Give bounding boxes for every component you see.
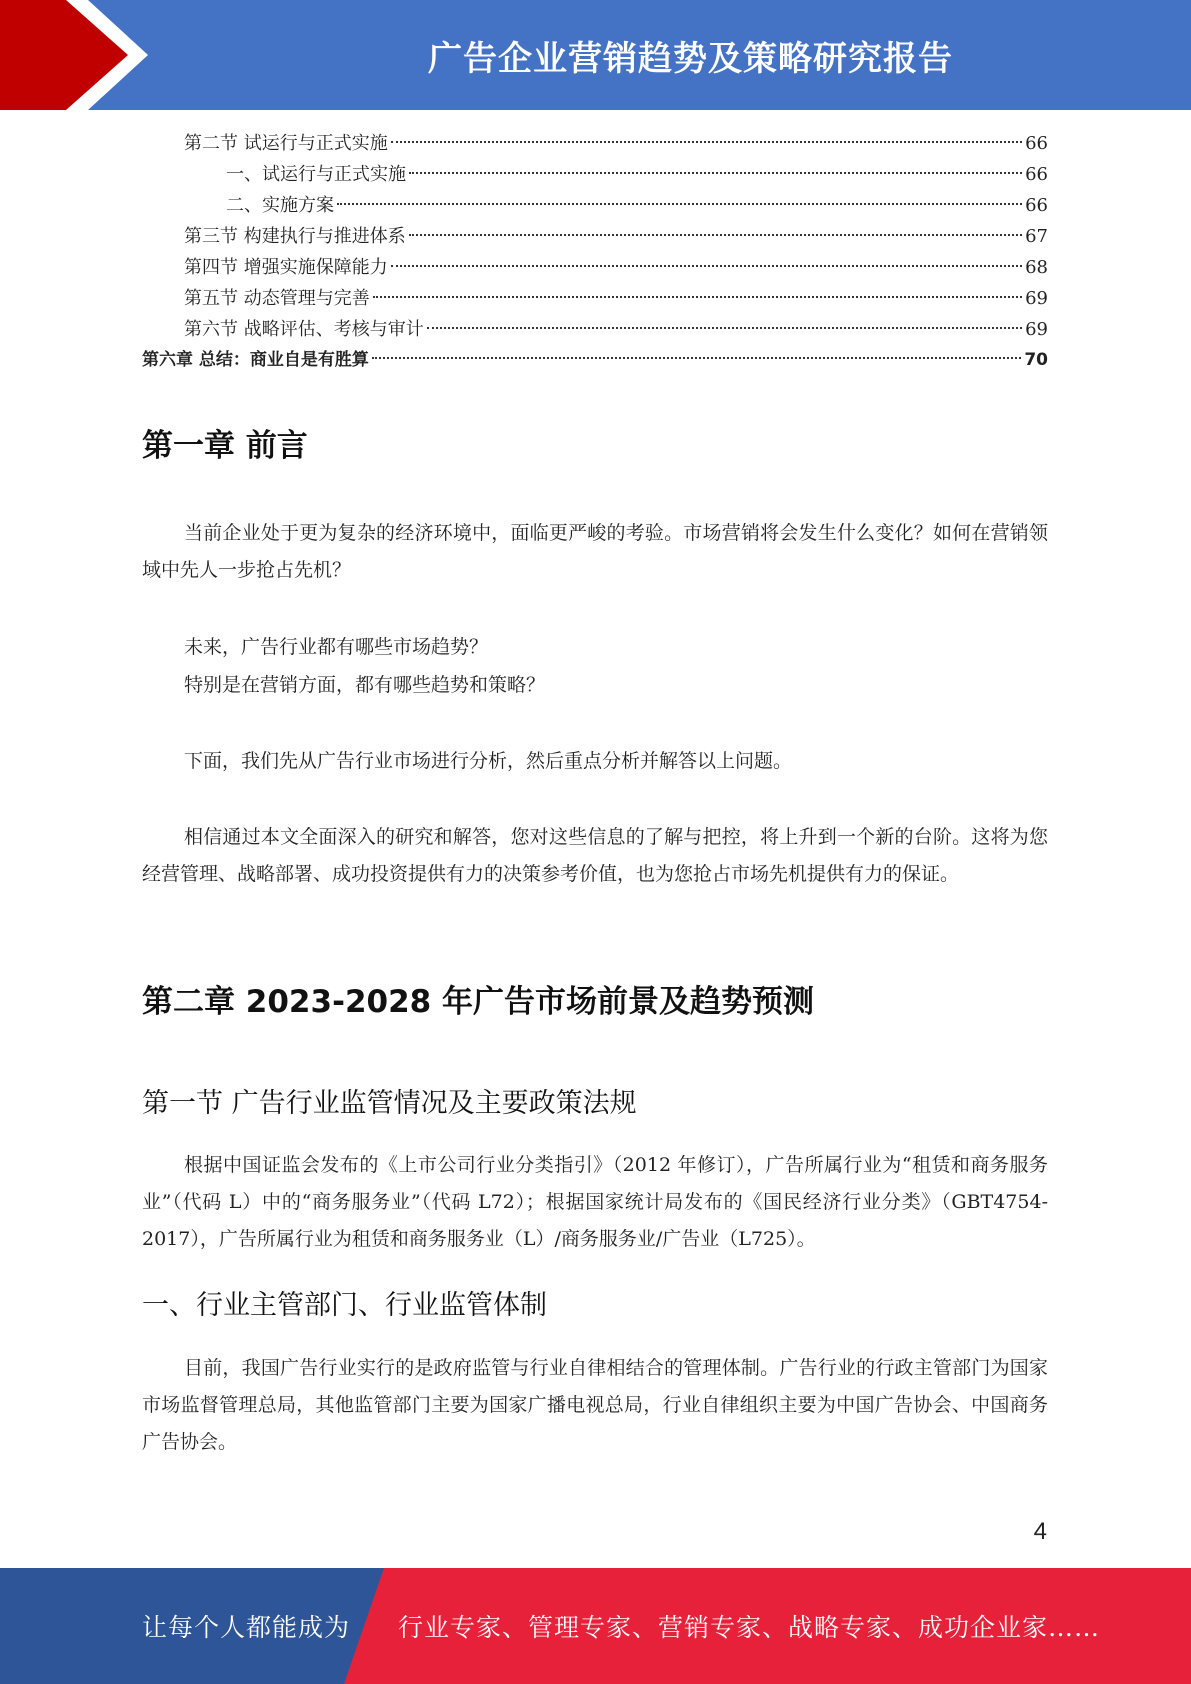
toc-entry[interactable] [142, 283, 1048, 314]
toc-leader-dots [372, 357, 1021, 359]
chapter-1-paragraph-3: 下面，我们先从广告行业市场进行分析，然后重点分析并解答以上问题。 [184, 750, 793, 772]
toc-entry-page: 68 [1025, 257, 1048, 278]
toc-entry[interactable] [142, 190, 1048, 221]
toc-entry-page: 69 [1025, 288, 1048, 309]
subsection-1-heading: 一、行业主管部门、行业监管体制 [142, 1290, 547, 1321]
toc-entry-label: 第二节 试运行与正式实施 [184, 133, 388, 154]
page-header [0, 0, 1191, 110]
chapter-1-paragraph-1: 当前企业处于更为复杂的经济环境中，面临更严峻的考验。市场营销将会发生什么变化？如何在营销领域中先人一步抢占先机？ [142, 522, 1048, 581]
table-of-contents [142, 128, 1048, 376]
toc-entry[interactable] [142, 221, 1048, 252]
page-number: 4 [1033, 1518, 1047, 1545]
toc-entry-page: 66 [1025, 133, 1048, 154]
chapter-1-paragraph-4: 相信通过本文全面深入的研究和解答，您对这些信息的了解与把控，将上升到一个新的台阶。这将为您经营管理、战略部署、成功投资提供有力的决策参考价值，也为您抢占市场先机提供有力的保证。 [142, 826, 1048, 885]
page-footer [0, 1568, 1191, 1684]
section-1-heading: 第一节 广告行业监管情况及主要政策法规 [142, 1088, 637, 1119]
footer-slogan-left: 让每个人都能成为 [142, 1613, 351, 1642]
chapter-2-heading: 第二章 2023-2028 年广告市场前景及趋势预测 [142, 984, 815, 1020]
toc-entry[interactable] [142, 252, 1048, 283]
chapter-1-question-2: 特别是在营销方面，都有哪些趋势和策略？ [184, 674, 546, 696]
toc-entry[interactable] [142, 159, 1048, 190]
toc-leader-dots [337, 203, 1022, 205]
chapter-1-question-1: 未来，广告行业都有哪些市场趋势？ [184, 636, 489, 658]
toc-leader-dots [391, 141, 1022, 143]
toc-entry-page: 66 [1025, 164, 1048, 185]
report-title: 广告企业营销趋势及策略研究报告 [428, 38, 953, 79]
chapter-1-heading: 第一章 前言 [142, 428, 308, 464]
subsection-1-paragraph: 目前，我国广告行业实行的是政府监管与行业自律相结合的管理体制。广告行业的行政主管部门为国家市场监督管理总局，其他监管部门主要为国家广播电视总局，行业自律组织主要为中国广告协会、中国商务广告协会。 [142, 1357, 1048, 1453]
toc-entry-label: 第三节 构建执行与推进体系 [184, 226, 406, 247]
toc-entry[interactable] [142, 314, 1048, 345]
toc-leader-dots [409, 234, 1022, 236]
header-red-arrow-decoration [0, 0, 160, 110]
toc-entry-label: 第六节 战略评估、考核与审计 [184, 319, 424, 340]
toc-entry-label: 第四节 增强实施保障能力 [184, 257, 388, 278]
toc-leader-dots [373, 296, 1022, 298]
toc-leader-dots [391, 265, 1022, 267]
toc-entry-page: 69 [1025, 319, 1048, 340]
toc-chapter-entry[interactable] [142, 345, 1048, 376]
toc-entry-label: 第六章 总结：商业自是有胜算 [142, 350, 369, 370]
toc-leader-dots [427, 327, 1022, 329]
toc-entry[interactable] [142, 128, 1048, 159]
toc-entry-label: 二、实施方案 [226, 195, 334, 216]
toc-entry-label: 一、试运行与正式实施 [226, 164, 406, 185]
toc-entry-page: 67 [1025, 226, 1048, 247]
footer-slogan-right: 行业专家、管理专家、营销专家、战略专家、成功企业家…… [398, 1613, 1101, 1642]
toc-entry-page: 70 [1024, 350, 1048, 370]
toc-entry-page: 66 [1025, 195, 1048, 216]
section-1-paragraph: 根据中国证监会发布的《上市公司行业分类指引》（2012 年修订），广告所属行业为“租赁和商务服务业”（代码 L）中的“商务服务业”（代码 L72）；根据国家统计局发布的《国民经济行业分类》（GBT4754-2017），广告所属行业为租赁和商务服务业（L）/商务服务业/广告业（L725）。 [142, 1154, 1048, 1250]
toc-leader-dots [409, 172, 1022, 174]
toc-entry-label: 第五节 动态管理与完善 [184, 288, 370, 309]
